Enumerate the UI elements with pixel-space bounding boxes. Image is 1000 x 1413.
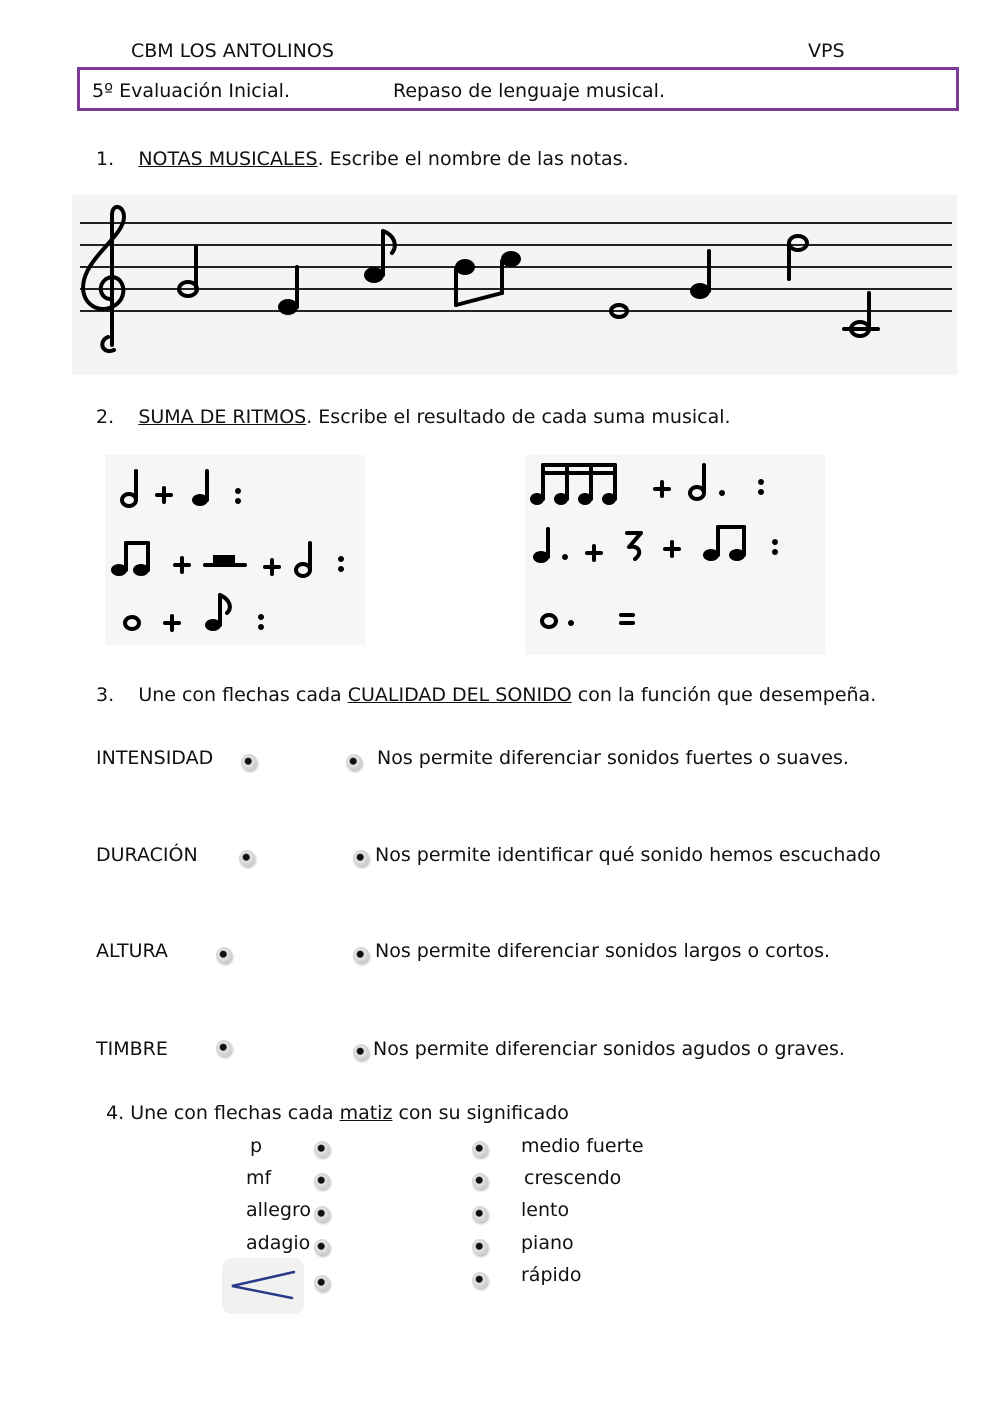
- teacher-initials: VPS: [808, 40, 845, 62]
- q4-right-dot[interactable]: [472, 1272, 488, 1288]
- q4-right-dot[interactable]: [472, 1173, 488, 1189]
- q3-left-item: ALTURA: [96, 940, 168, 962]
- q3-right-item: Nos permite diferenciar sonidos fuertes o suaves.: [377, 747, 849, 769]
- q4-left-dot[interactable]: [314, 1275, 330, 1291]
- q3-right-item: Nos permite diferenciar sonidos largos o cortos.: [375, 940, 831, 962]
- q4-right-item: rápido: [521, 1264, 582, 1286]
- q3-right-dot[interactable]: [346, 754, 362, 770]
- q4-right-dot[interactable]: [472, 1206, 488, 1222]
- q3-left-dot[interactable]: [216, 947, 232, 963]
- q4-right-item: medio fuerte: [521, 1135, 644, 1157]
- q2-instructions: . Escribe el resultado de cada suma musical.: [306, 406, 731, 428]
- q3-number: 3.: [96, 684, 115, 706]
- q3-left-dot[interactable]: [239, 850, 255, 866]
- q3-right-dot[interactable]: [353, 850, 369, 866]
- q3-left-item: TIMBRE: [96, 1038, 168, 1060]
- q1-instructions: . Escribe el nombre de las notas.: [317, 148, 629, 170]
- q4-left-item: p: [250, 1135, 263, 1157]
- q3-pre: Une con flechas cada: [138, 684, 348, 706]
- crescendo-symbol-image: [222, 1258, 304, 1314]
- q3-right-dot[interactable]: [353, 947, 369, 963]
- q4-right-item: piano: [521, 1232, 574, 1254]
- q3-left-item: INTENSIDAD: [96, 747, 214, 769]
- q4-left-item: adagio: [246, 1232, 311, 1254]
- q4-left-item: allegro: [246, 1199, 311, 1221]
- q1-title: NOTAS MUSICALES: [138, 148, 318, 170]
- q4-left-dot[interactable]: [314, 1239, 330, 1255]
- q4-right-item: lento: [521, 1199, 570, 1221]
- q3-left-item: DURACIÓN: [96, 844, 198, 866]
- q4-heading: [106, 1102, 569, 1124]
- q1-number: 1.: [96, 148, 115, 170]
- rhythm-sums-left-image: [105, 455, 365, 645]
- q3-right-item: Nos permite diferenciar sonidos agudos o graves.: [373, 1038, 845, 1060]
- q4-left-dot[interactable]: [314, 1206, 330, 1222]
- q3-heading: [96, 684, 876, 706]
- q3-left-dot[interactable]: [216, 1040, 232, 1056]
- q3-right-dot[interactable]: [353, 1044, 369, 1060]
- q4-pre: Une con flechas cada: [130, 1102, 340, 1124]
- q2-heading: [96, 406, 731, 428]
- eval-title: 5º Evaluación Inicial.: [92, 80, 290, 102]
- staff-notes-image: [72, 195, 957, 375]
- q4-left-dot[interactable]: [314, 1173, 330, 1189]
- q3-right-item: Nos permite identificar qué sonido hemos escuchado: [375, 844, 881, 866]
- q4-left-dot[interactable]: [314, 1141, 330, 1157]
- q4-right-dot[interactable]: [472, 1239, 488, 1255]
- subject-title: Repaso de lenguaje musical.: [393, 80, 665, 102]
- q2-title: SUMA DE RITMOS: [138, 406, 307, 428]
- q2-number: 2.: [96, 406, 115, 428]
- q4-title: matiz: [339, 1102, 393, 1124]
- q1-heading: [96, 148, 629, 170]
- q4-right-item: crescendo: [524, 1167, 622, 1189]
- school-name: CBM LOS ANTOLINOS: [131, 40, 334, 62]
- q3-title: CUALIDAD DEL SONIDO: [347, 684, 572, 706]
- q4-right-dot[interactable]: [472, 1141, 488, 1157]
- q3-left-dot[interactable]: [241, 754, 257, 770]
- rhythm-sums-right-image: [525, 455, 825, 655]
- q3-post: con la función que desempeña.: [571, 684, 877, 706]
- q4-number: 4.: [106, 1102, 125, 1124]
- q4-left-item: mf: [246, 1167, 272, 1189]
- q4-post: con su significado: [392, 1102, 569, 1124]
